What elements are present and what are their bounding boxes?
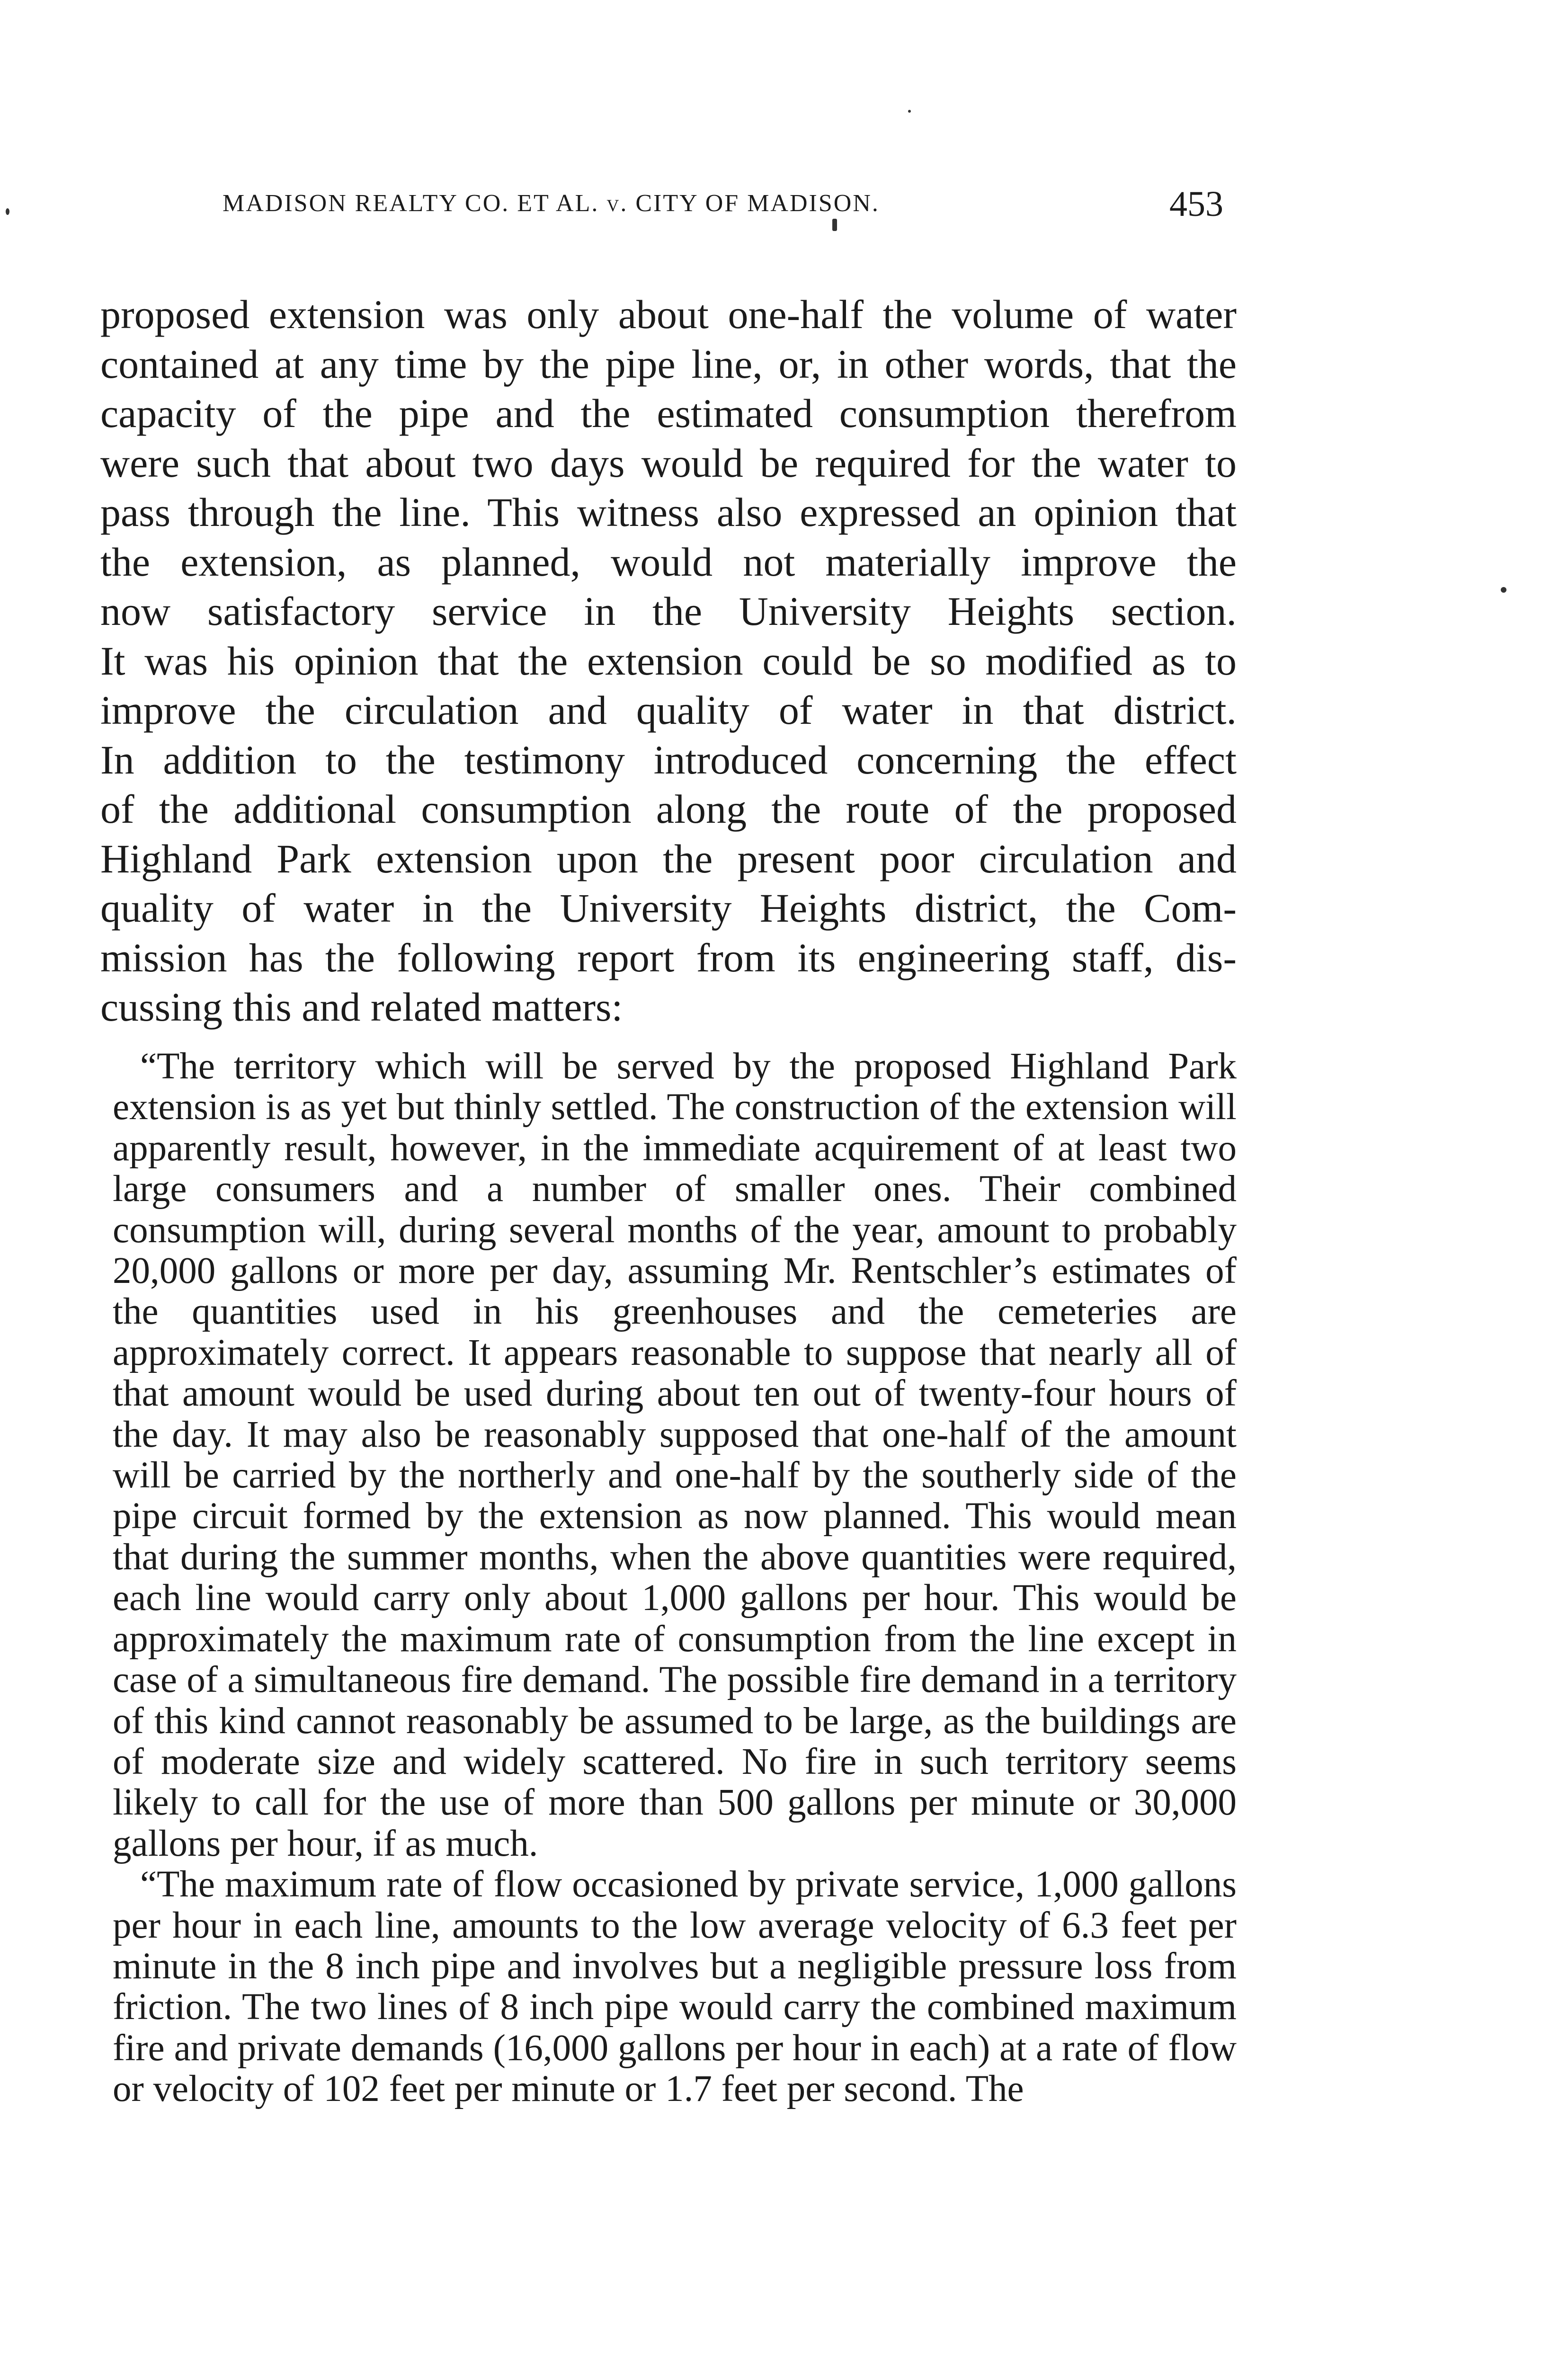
scan-speck — [908, 110, 911, 113]
quote-paragraph-2: “The maximum rate of flow occasioned by private service, 1,000 gallons per hour in each line, amounts to the low average velocity of 6.3 feet per minute in the 8 inch pipe and involves but a negligible pressure loss from friction. The two lines of 8 inch pipe would carry the combined maximum fire and private demands (16,000 gallons per hour in each) at a rate of flow or velocity of 102 feet per minute or 1.7 feet per second. The — [113, 1864, 1237, 2110]
body-line: Highland Park extension upon the present poor circulation and — [100, 836, 1237, 881]
body-line: quality of water in the University Heights district, the Com- — [100, 885, 1237, 931]
scan-speck — [832, 219, 837, 231]
body-line: of the additional consumption along the route of the proposed — [100, 786, 1237, 832]
body-line: proposed extension was only about one-half the volume of water — [100, 292, 1237, 337]
body-line: now satisfactory service in the University Heights section. — [100, 588, 1237, 634]
body-line: cussing this and related matters: — [100, 984, 623, 1030]
quote-paragraph-1: “The territory which will be served by the proposed Highland Park extension is as yet but thinly settled. The construction of the extension will apparently result, however, in the immediate acquirement of at least two large consumers and a number of smaller ones. Their combined consumption will, during several months of the year, amount to probably 20,000 gallons or more per day, assuming Mr. Rentschler’s estimates of the quantities used in his greenhouses and the cemeteries are approximately correct. It appears reasonable to suppose that nearly all of that amount would be used during about ten out of twenty-four hours of the day. It may also be reasonably supposed that one-half of the amount will be carried by the northerly and one-half by the southerly side of the pipe circuit formed by the extension as now planned. This would mean that during the summer months, when the above quantities were required, each line would carry only about 1,000 gallons per hour. This would be approximately the maximum rate of consumption from the line except in case of a simultaneous fire demand. The possible fire demand in a territory of this kind cannot reasonably be assumed to be large, as the buildings are of moderate size and widely scattered. No fire in such territory seems likely to call for the use of more than 500 gallons per minute or 30,000 gallons per hour, if as much. — [113, 1046, 1237, 1864]
body-line: the extension, as planned, would not materially improve the — [100, 539, 1237, 585]
running-header: MADISON REALTY CO. ET AL. v. CITY OF MADISON. — [223, 190, 880, 217]
body-line: In addition to the testimony introduced concerning the effect — [100, 737, 1237, 783]
page-number: 453 — [1169, 184, 1223, 224]
body-line: contained at any time by the pipe line, or, in other words, that the — [100, 341, 1237, 387]
body-paragraph — [100, 290, 1237, 1032]
scan-speck — [1501, 587, 1506, 593]
body-line: It was his opinion that the extension could be so modified as to — [100, 638, 1237, 684]
quoted-report — [113, 1046, 1237, 2110]
scan-speck — [6, 208, 9, 215]
body-line: improve the circulation and quality of water in that district. — [100, 687, 1237, 733]
body-line: pass through the line. This witness also expressed an opinion that — [100, 489, 1237, 535]
body-line: capacity of the pipe and the estimated consumption therefrom — [100, 391, 1237, 436]
body-line: were such that about two days would be required for the water to — [100, 440, 1237, 486]
body-line: mission has the following report from its engineering staff, dis- — [100, 934, 1237, 980]
